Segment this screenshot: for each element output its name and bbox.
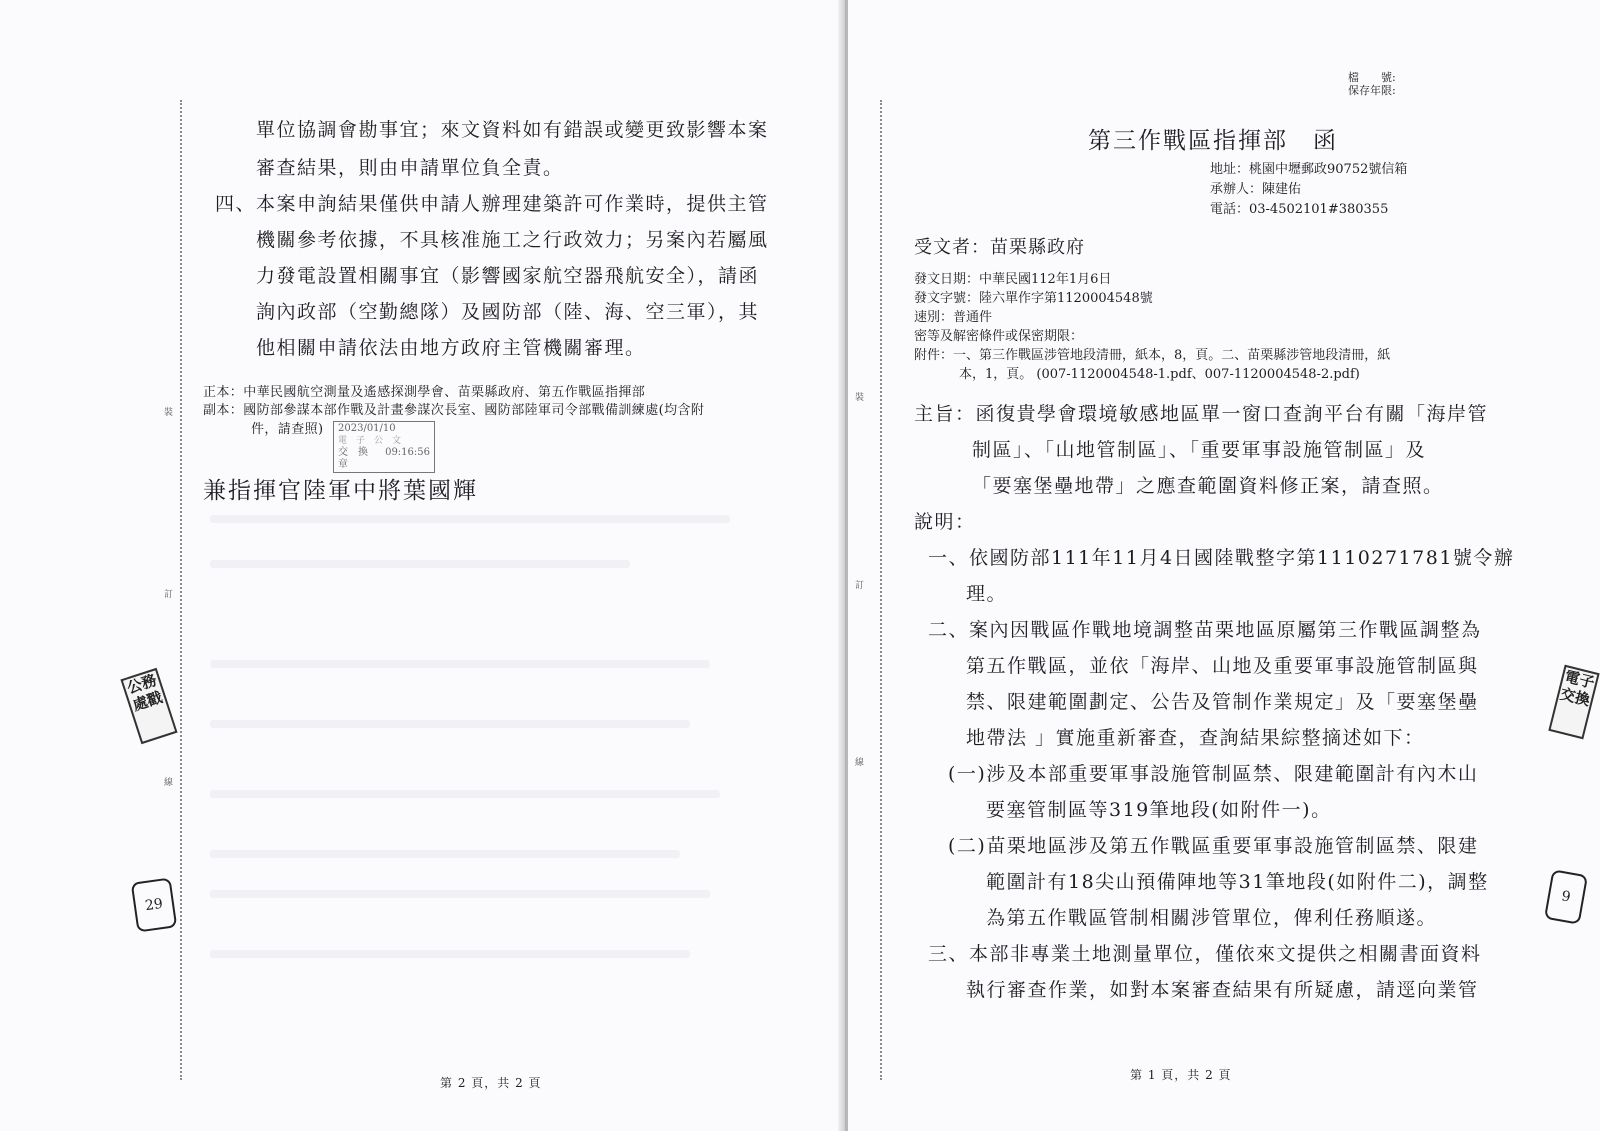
body-line: 審查結果，則由申請單位負全責。 bbox=[256, 157, 564, 179]
bleed-through-mark bbox=[210, 790, 720, 798]
sender-info bbox=[1210, 160, 1407, 220]
phone: 電話：03-4502101#380355 bbox=[1210, 202, 1389, 217]
issue-date: 發文日期：中華民國112年1月6日 bbox=[914, 272, 1112, 287]
explanation-line: 要塞管制區等319筆地段(如附件一)。 bbox=[986, 799, 1332, 821]
bleed-through-mark bbox=[210, 950, 690, 958]
page-number-badge: 29 bbox=[131, 877, 178, 932]
bleed-through-mark bbox=[210, 890, 710, 898]
body-line: 他相關申請依法由地方政府主管機關審理。 bbox=[256, 337, 646, 359]
binding-mark: 訂 bbox=[855, 581, 865, 591]
stamp-top-chars: 電 子 公 文 bbox=[338, 436, 402, 446]
retention-label: 保存年限: bbox=[1348, 84, 1396, 97]
document-number: 發文字號：陸六單作字第1120004548號 bbox=[914, 291, 1153, 306]
copy-row bbox=[203, 399, 704, 418]
copy-text-continued: 件，請查照) bbox=[251, 422, 324, 437]
body-line: 四、本案申詢結果僅供申請人辦理建築許可作業時，提供主管 bbox=[215, 193, 769, 215]
archive-number-label: 檔 號: bbox=[1348, 71, 1396, 84]
official-seal: 公務處戳 bbox=[120, 668, 177, 744]
binding-mark: 裝 bbox=[164, 408, 174, 418]
explanation-line: 禁、限建範圍劃定、公告及管制作業規定」及「要塞堡壘 bbox=[966, 691, 1479, 713]
attachments-continued: 本，1，頁。 (007-1120004548-1.pdf、007-1120004548-2.pdf) bbox=[959, 367, 1360, 382]
recipient-row bbox=[203, 381, 645, 400]
binding-mark: 訂 bbox=[164, 590, 174, 600]
explanation-line: 三、本部非專業土地測量單位，僅依來文提供之相關書面資料 bbox=[928, 943, 1482, 965]
stamp-date: 2023/01/10 bbox=[338, 423, 396, 434]
binding-mark: 線 bbox=[164, 778, 174, 788]
recipient-text: 中華民國航空測量及遙感探測學會、苗栗縣政府、第五作戰區指揮部 bbox=[243, 385, 646, 400]
copy-label: 副本： bbox=[203, 403, 244, 418]
address: 地址：桃園中壢郵政90752號信箱 bbox=[1210, 162, 1408, 177]
bleed-through-mark bbox=[210, 560, 630, 568]
binding-mark: 線 bbox=[855, 758, 865, 768]
explanation-line: 執行審查作業，如對本案審查結果有所疑慮，請逕向業管 bbox=[966, 979, 1479, 1001]
binding-line bbox=[880, 100, 882, 1080]
bleed-through-mark bbox=[210, 660, 710, 668]
archive-info bbox=[1348, 71, 1396, 97]
explanation-line: 為第五作戰區管制相關涉管單位，俾利任務順遂。 bbox=[986, 907, 1438, 929]
subject-line: 制區」、「山地管制區」、「重要軍事設施管制區」及 bbox=[972, 439, 1427, 461]
explanation-line: 理。 bbox=[966, 583, 1008, 605]
explanation-line: (二)苗栗地區涉及第五作戰區重要軍事設施管制區禁、限建 bbox=[948, 835, 1479, 857]
explanation-line: (一)涉及本部重要軍事設施管制區禁、限建範圍計有內木山 bbox=[948, 763, 1479, 785]
receiver: 受文者：苗栗縣政府 bbox=[914, 237, 1085, 258]
body-line: 機關參考依據，不具核准施工之行政效力；另案內若屬風 bbox=[256, 229, 769, 251]
right-page bbox=[848, 0, 1600, 1131]
body-line: 力發電設置相關事宜（影響國家航空器飛航安全），請函 bbox=[256, 265, 760, 287]
page-footer: 第 1 頁，共 2 頁 bbox=[1130, 1068, 1232, 1082]
binding-mark: 裝 bbox=[855, 393, 865, 403]
body-line: 單位協調會勘事宜；來文資料如有錯誤或變更致影響本案 bbox=[256, 119, 769, 141]
attachments: 附件：一、第三作戰區涉管地段清冊，紙本，8，頁。二、苗栗縣涉管地段清冊，紙 bbox=[914, 348, 1391, 363]
subject-line: 主旨：函復貴學會環境敏感地區單一窗口查詢平台有關「海岸管 bbox=[914, 403, 1489, 425]
page-footer: 第 2 頁，共 2 頁 bbox=[440, 1076, 542, 1090]
explanation-line: 一、依國防部111年11月4日國陸戰整字第1110271781號令辦 bbox=[928, 547, 1515, 569]
bleed-through-mark bbox=[210, 515, 730, 523]
explanation-label: 說明： bbox=[914, 511, 976, 533]
page-number-badge: 9 bbox=[1544, 869, 1588, 924]
document-title: 第三作戰區指揮部 函 bbox=[1088, 128, 1338, 154]
subject-line: 「要塞堡壘地帶」之應查範圍資料修正案，請查照。 bbox=[972, 475, 1444, 497]
stamp-time: 09:16:56 bbox=[385, 447, 430, 458]
explanation-line: 範圍計有18尖山預備陣地等31筆地段(如附件二)，調整 bbox=[986, 871, 1489, 893]
speed-class: 速別：普通件 bbox=[914, 310, 993, 325]
electronic-exchange-stamp bbox=[333, 421, 435, 473]
signature: 兼指揮官陸軍中將葉國輝 bbox=[203, 478, 478, 504]
copy-text: 國防部參謀本部作戰及計畫參謀次長室、國防部陸軍司令部戰備訓練處(均含附 bbox=[243, 403, 705, 418]
security-level: 密等及解密條件或保密期限： bbox=[914, 329, 1084, 344]
electronic-exchange-seal: 電子交換 bbox=[1548, 665, 1599, 740]
stamp-bottom-chars: 交 換 章 bbox=[338, 447, 378, 470]
bleed-through-mark bbox=[210, 720, 690, 728]
recipient-label: 正本： bbox=[203, 385, 244, 400]
body-line: 詢內政部（空勤總隊）及國防部（陸、海、空三軍），其 bbox=[256, 301, 760, 323]
explanation-line: 二、案內因戰區作戰地境調整苗栗地區原屬第三作戰區調整為 bbox=[928, 619, 1482, 641]
explanation-line: 地帶法 」實施重新審查，查詢結果綜整摘述如下： bbox=[966, 727, 1425, 749]
handler: 承辦人：陳建佑 bbox=[1210, 182, 1302, 197]
binding-line bbox=[180, 100, 182, 1080]
document-meta bbox=[914, 270, 1390, 384]
explanation-line: 第五作戰區，並依「海岸、山地及重要軍事設施管制區與 bbox=[966, 655, 1479, 677]
bleed-through-mark bbox=[210, 850, 680, 858]
